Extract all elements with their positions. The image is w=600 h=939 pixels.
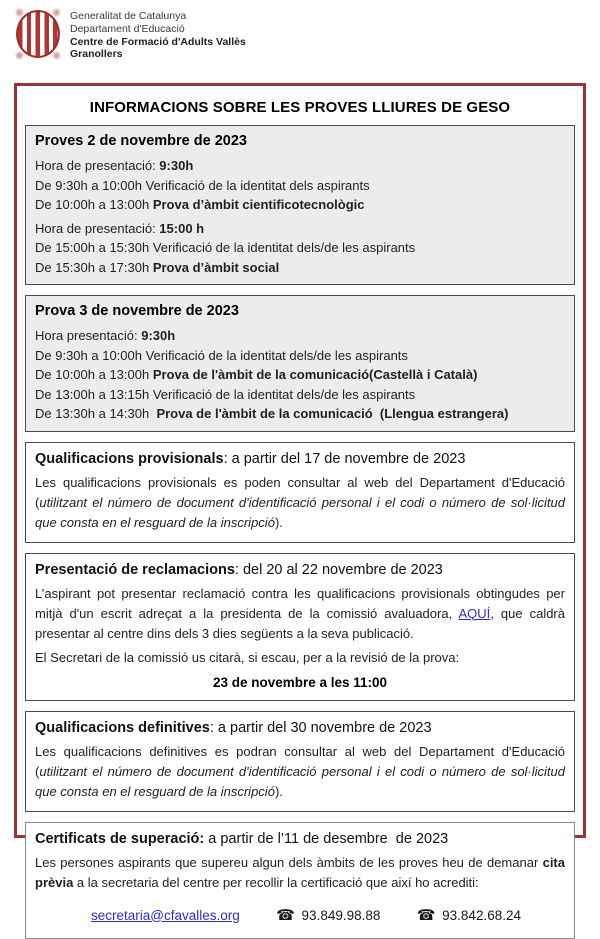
schedule-line: Hora de presentació: 9:30h (35, 158, 194, 173)
brand-header (15, 8, 600, 66)
schedule-line: De 15:00h a 15:30h Verificació de la identitat dels/de les aspirants (35, 240, 416, 255)
section-paragraph: Les qualificacions definitives es podran consultar al web del Departament d'Educació (utilitzant el número de document d'identificació personal i el codi o número de sol·licitud que consta en el resguard de la inscripció). (35, 744, 565, 799)
schedule-line: De 10:00h a 13:00h Prova d’àmbit cientificotecnològic (35, 197, 365, 212)
section-paragraph: Les qualificacions provisionals es poden consultar al web del Departament d'Educació (utilitzant el número de document d'identificació personal i el codi o número de sol·licitud que consta en el resguard de la inscripció). (35, 474, 565, 530)
section-paragraph: Les persones aspirants que supereu algun dels àmbits de les proves heu de demanar cita prèvia a la secretaria del centre per recollir la certificació que així ho acrediti: (35, 855, 565, 890)
schedule-line: De 13:30h a 14:30h Prova de l'àmbit de la comunicació (Llengua estrangera) (35, 406, 509, 421)
schedule-line: De 9:30h a 10:00h Verificació de la identitat dels/de les aspirants (35, 347, 408, 363)
section-header: Presentació de reclamacions: del 20 al 22 novembre de 2023 (35, 561, 443, 578)
email-link[interactable]: secretaria@cfavalles.org (91, 907, 240, 923)
section-header: Qualificacions definitives: a partir del 30 novembre de 2023 (35, 720, 432, 736)
phone-icon: ☎ (276, 907, 295, 924)
section-presentacio-reclamacions (25, 553, 575, 702)
section-header: Qualificacions provisionals: a partir del 17 de novembre de 2023 (35, 450, 466, 467)
section-qualificacions-provisionals (25, 442, 575, 543)
notice-frame (14, 83, 586, 924)
review-date: 23 de novembre a les 11:00 (212, 675, 388, 690)
schedule-line: De 15:30h a 17:30h Prova d’àmbit social (35, 259, 280, 275)
phone-number: 93.849.98.88 (301, 908, 381, 923)
logo-corner-ornament (52, 8, 61, 17)
brand-line-center: Centre de Formació d'Adults Vallès (70, 35, 246, 48)
phone-number: 93.842.68.24 (442, 908, 521, 923)
section-proves-2-novembre (25, 125, 575, 285)
phone-entry-2 (417, 906, 521, 924)
page-title: INFORMACIONS SOBRE LES PROVES LLIURES DE GESO (89, 99, 511, 116)
section-qualificacions-definitives (25, 711, 575, 812)
contact-row (35, 906, 565, 924)
schedule-line: De 10:00h a 13:00h Prova de l'àmbit de la comunicació(Castellà i Català) (35, 367, 478, 382)
schedule-line: Hora de presentació: 15:00 h (35, 220, 205, 236)
phone-entry-1 (276, 906, 380, 924)
section-certificats-superacio (25, 822, 575, 939)
section-paragraph: L’aspirant pot presentar reclamació contra les qualificacions provisionals obtingudes per mitjà d'un escrit adreçat a la presidenta de la comissió avaluadora, AQUÍ, que caldrà presentar al centre dins dels 3 dies següents a la seva publicació. (35, 585, 565, 641)
section-header: Certificats de superació: a partir de l’11 de desembre de 2023 (35, 831, 449, 847)
phone-icon: ☎ (416, 907, 436, 924)
schedule-line: De 9:30h a 10:00h Verificació de la identitat dels aspirants (35, 177, 370, 193)
brand-line-department: Departament d'Educació (70, 22, 185, 35)
logo-corner-ornament (52, 51, 61, 60)
section-header: Proves 2 de novembre de 2023 (35, 133, 247, 149)
generalitat-logo-icon (15, 8, 61, 60)
senyera-stripes-seal (16, 10, 60, 58)
section-prova-3-novembre (25, 295, 575, 432)
schedule-line: Hora presentació: 9:30h (35, 328, 176, 343)
logo-corner-ornament (15, 51, 24, 60)
brand-text (70, 8, 246, 61)
aqui-link[interactable]: AQUÍ (458, 605, 491, 621)
brand-line-government: Generalitat de Catalunya (70, 10, 187, 22)
brand-line-city: Granollers (70, 48, 123, 61)
section-header: Prova 3 de novembre de 2023 (35, 303, 239, 319)
schedule-line: De 13:00h a 13:15h Verificació de la identitat dels/de les aspirants (35, 386, 416, 402)
secretary-citation-line: El Secretari de la comissió us citarà, si escau, per a la revisió de la prova: (35, 649, 460, 665)
